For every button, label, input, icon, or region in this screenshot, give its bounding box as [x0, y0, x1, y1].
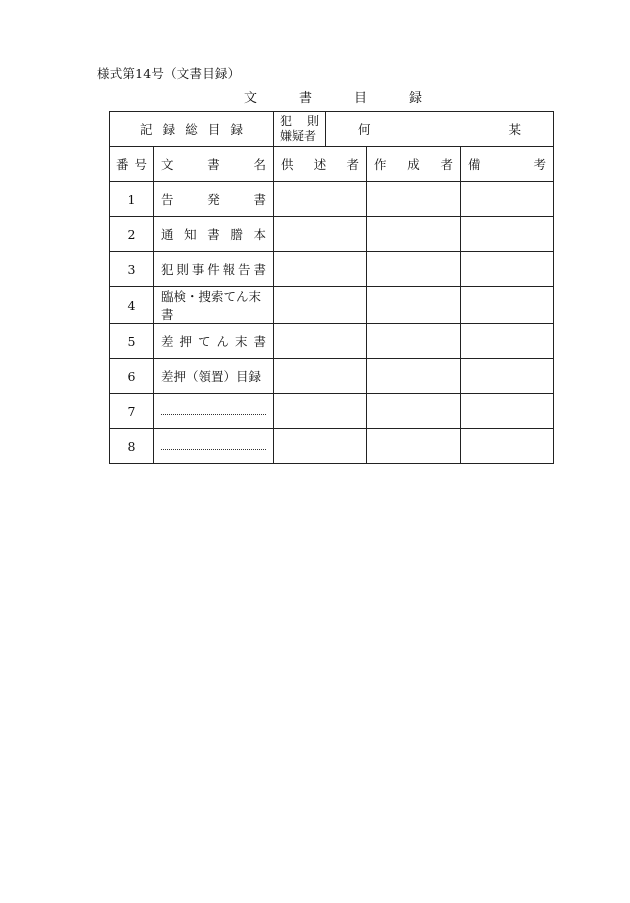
- document-name-cell: [154, 252, 274, 287]
- row-number-cell: 5: [110, 324, 154, 359]
- table-row: [110, 287, 554, 324]
- statement-cell: [274, 182, 367, 217]
- suspect-char: 犯: [280, 114, 293, 128]
- statement-cell: [274, 359, 367, 394]
- document-name-cell: [154, 429, 274, 464]
- catalog-char: 総: [185, 122, 198, 137]
- author-cell: [367, 359, 461, 394]
- statement-cell: [274, 324, 367, 359]
- statement-cell: [274, 287, 367, 324]
- row-number-cell: 6: [110, 359, 154, 394]
- remarks-cell: [461, 394, 554, 429]
- col-header-char: 文: [161, 157, 174, 172]
- document-name-text: 犯: [161, 262, 174, 277]
- document-name-text: 則: [176, 262, 189, 277]
- document-name-text: 通: [161, 227, 174, 242]
- remarks-cell: [461, 359, 554, 394]
- document-name-text: 差押（領置）目録: [161, 369, 262, 384]
- document-name-cell: [154, 359, 274, 394]
- row-number-cell: 3: [110, 252, 154, 287]
- col-header-char: 備: [468, 157, 481, 172]
- document-name-text: 知: [184, 227, 197, 242]
- author-cell: [367, 394, 461, 429]
- document-name-text: 事: [191, 262, 205, 277]
- title-char: 目: [353, 91, 367, 106]
- dotted-leader: [161, 449, 266, 450]
- suspect-name-cell: [326, 112, 554, 147]
- table-row: [110, 182, 554, 217]
- author-cell: [367, 429, 461, 464]
- document-name-text: 告: [238, 262, 251, 277]
- document-name-cell: [154, 182, 274, 217]
- catalog-char: 録: [162, 122, 176, 137]
- remarks-cell: [461, 429, 554, 464]
- col-number-header: [110, 147, 154, 182]
- document-catalog-table: [109, 111, 554, 464]
- col-author-header: [367, 147, 461, 182]
- remarks-cell: [461, 182, 554, 217]
- statement-cell: [274, 429, 367, 464]
- col-header-char: 書: [207, 157, 220, 172]
- col-header-char: 考: [533, 157, 547, 172]
- row-number-cell: 1: [110, 182, 154, 217]
- title-char: 録: [408, 91, 422, 106]
- catalog-summary-cell: [110, 112, 274, 147]
- document-name-text: 書: [253, 262, 266, 277]
- suspect-char: 則: [307, 114, 320, 128]
- table-row: [110, 394, 554, 429]
- title-char: 書: [298, 91, 312, 106]
- document-name-text: 件: [207, 262, 220, 277]
- row-number-cell: 8: [110, 429, 154, 464]
- statement-cell: [274, 394, 367, 429]
- author-cell: [367, 287, 461, 324]
- author-cell: [367, 182, 461, 217]
- statement-cell: [274, 252, 367, 287]
- document-name-text: て: [198, 334, 211, 349]
- statement-cell: [274, 217, 367, 252]
- remarks-cell: [461, 287, 554, 324]
- col-statement-header: [274, 147, 367, 182]
- document-name-cell: [154, 217, 274, 252]
- author-cell: [367, 217, 461, 252]
- row-number-cell: 2: [110, 217, 154, 252]
- col-header-char: 者: [346, 157, 359, 172]
- col-header-char: 名: [253, 157, 267, 172]
- document-name-text: 報: [222, 262, 236, 277]
- row-number-cell: 4: [110, 287, 154, 324]
- col-header-char: 作: [374, 157, 387, 172]
- form-number-label: 様式第14号（文書目録）: [97, 66, 241, 81]
- document-name-cell: [154, 324, 274, 359]
- catalog-char: 目: [207, 122, 221, 137]
- column-header-row: [110, 147, 554, 182]
- remarks-cell: [461, 252, 554, 287]
- document-name-text: 本: [253, 227, 267, 242]
- catalog-char: 録: [230, 122, 244, 137]
- col-header-char: 番: [116, 157, 129, 172]
- author-cell: [367, 252, 461, 287]
- col-header-char: 号: [134, 157, 147, 172]
- name-char: 某: [508, 122, 522, 137]
- document-title: [244, 87, 422, 106]
- document-name-text: 書: [253, 192, 267, 207]
- col-remarks-header: [461, 147, 554, 182]
- col-header-char: 者: [440, 157, 453, 172]
- table-row: [110, 217, 554, 252]
- document-name-cell: [154, 394, 274, 429]
- table-row: [110, 324, 554, 359]
- document-name-text: 発: [207, 192, 220, 207]
- document-name-text: 押: [179, 334, 193, 349]
- document-name-text: ん: [216, 334, 230, 349]
- catalog-char: 記: [140, 122, 153, 137]
- document-name-text: 書: [253, 334, 267, 349]
- document-name-text: 書: [207, 227, 220, 242]
- dotted-leader: [161, 414, 266, 415]
- document-name-text: 差: [161, 334, 174, 349]
- suspect-label-cell: [274, 112, 326, 147]
- title-char: 文: [244, 91, 258, 106]
- document-name-text: 臨検・捜索てん末書: [161, 289, 262, 322]
- table-row: [110, 429, 554, 464]
- col-document-header: [154, 147, 274, 182]
- document-name-text: 告: [161, 192, 174, 207]
- row-number-cell: 7: [110, 394, 154, 429]
- name-char: 何: [358, 122, 371, 137]
- document-name-cell: [154, 287, 274, 324]
- remarks-cell: [461, 217, 554, 252]
- header-row-summary: [110, 112, 554, 147]
- col-header-char: 供: [281, 157, 294, 172]
- col-header-char: 成: [407, 157, 420, 172]
- suspect-label-line2: 嫌疑者: [280, 129, 317, 143]
- remarks-cell: [461, 324, 554, 359]
- author-cell: [367, 324, 461, 359]
- table-row: [110, 359, 554, 394]
- document-name-text: 謄: [230, 227, 243, 242]
- col-header-char: 述: [313, 157, 327, 172]
- document-name-text: 末: [235, 334, 248, 349]
- table-row: [110, 252, 554, 287]
